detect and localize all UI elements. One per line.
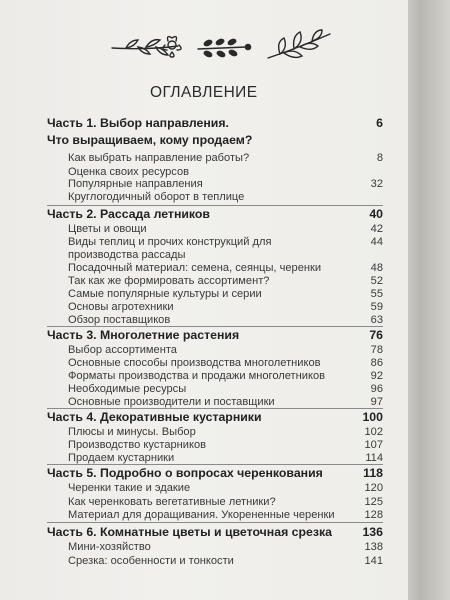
item-page-number: 52 xyxy=(370,275,383,287)
item-title: Оценка своих ресурсов xyxy=(68,166,190,178)
item-title: Основные способы производства многолетников xyxy=(68,357,321,369)
item-title: Основные производители и поставщики xyxy=(68,396,275,408)
item-title: Необходимые ресурсы xyxy=(68,383,187,395)
item-title: Так как же формировать ассортимент? xyxy=(68,275,270,287)
item-page-number: 48 xyxy=(370,262,383,274)
item-page-number: 102 xyxy=(364,426,383,438)
item-title: Посадочный материал: семена, сеянцы, черенки xyxy=(68,262,322,274)
part-title: Часть 4. Декоративные кустарники xyxy=(47,410,262,424)
part-page-number: 118 xyxy=(363,466,383,480)
item-page-number: 55 xyxy=(370,288,383,300)
item-page-number: 32 xyxy=(370,178,383,190)
item-title: Как черенковать вегетативные летники? xyxy=(68,496,276,508)
part-title: Часть 5. Подробно о вопросах черенкования xyxy=(47,466,323,480)
item-page-number: 141 xyxy=(364,555,383,567)
part-title: Часть 1. Выбор направления. xyxy=(47,116,229,130)
item-page-number: 107 xyxy=(364,439,383,451)
item-page-number: 42 xyxy=(370,223,383,235)
divider xyxy=(47,464,383,465)
item-page-number: 120 xyxy=(364,482,383,494)
item-page-number: 96 xyxy=(370,383,383,395)
item-title: Выбор ассортимента xyxy=(68,344,177,356)
item-title: Производство кустарников xyxy=(68,439,207,451)
item-page-number: 86 xyxy=(370,357,383,369)
item-title: Круглогодичный оборот в теплице xyxy=(68,191,245,203)
part-title: Часть 2. Рассада летников xyxy=(47,207,210,221)
item-title: Основы агротехники xyxy=(68,301,174,313)
divider xyxy=(47,522,383,523)
item-title: Материал для доращивания. Укорененные черенки xyxy=(68,509,335,521)
item-title: Как выбрать направление работы? xyxy=(68,152,250,164)
item-title: Популярные направления xyxy=(68,178,203,190)
item-title: Мини-хозяйство xyxy=(68,541,151,553)
part-title: Часть 3. Многолетние растения xyxy=(47,328,240,342)
divider xyxy=(47,205,383,206)
item-page-number: 59 xyxy=(370,301,383,313)
item-title: Самые популярные культуры и серии xyxy=(68,288,262,300)
item-page-number: 97 xyxy=(370,396,383,408)
item-title: Продаем кустарники xyxy=(68,452,175,464)
item-page-number: 8 xyxy=(376,152,383,164)
item-title: Обзор поставщиков xyxy=(68,314,171,326)
part-page-number: 100 xyxy=(362,410,383,424)
item-title: Срезка: особенности и тонкости xyxy=(68,555,234,567)
item-title-line2: производства рассады xyxy=(68,249,186,261)
toc-item[interactable] xyxy=(47,236,383,264)
item-page-number: 44 xyxy=(370,236,383,248)
item-page-number: 63 xyxy=(370,314,383,326)
item-page-number: 138 xyxy=(364,541,383,553)
item-page-number: 125 xyxy=(364,496,383,508)
book-page-edges xyxy=(408,0,450,600)
item-title: Плюсы и минусы. Выбор xyxy=(68,426,196,438)
item-title: Виды теплиц и прочих конструкций для xyxy=(68,236,272,248)
toc-title: ОГЛАВЛЕНИЕ xyxy=(150,84,258,101)
item-title: Цветы и овощи xyxy=(68,223,147,235)
item-page-number: 92 xyxy=(370,370,383,382)
item-page-number: 114 xyxy=(365,452,383,464)
divider xyxy=(47,326,383,327)
divider xyxy=(47,408,383,409)
item-page-number: 78 xyxy=(370,344,383,356)
part-page-number: 40 xyxy=(369,207,383,221)
item-title: Форматы производства и продажи многолетников xyxy=(68,370,326,382)
part-page-number: 6 xyxy=(376,116,383,130)
part-page-number: 76 xyxy=(369,328,383,342)
item-page-number: 128 xyxy=(364,509,383,521)
part-page-number: 136 xyxy=(362,525,383,539)
item-title: Черенки такие и эдакие xyxy=(68,482,191,494)
toc-part[interactable] xyxy=(47,116,383,150)
part-title-line2: Что выращиваем, кому продаем? xyxy=(47,133,253,147)
part-title: Часть 6. Комнатные цветы и цветочная срезка xyxy=(47,525,332,539)
